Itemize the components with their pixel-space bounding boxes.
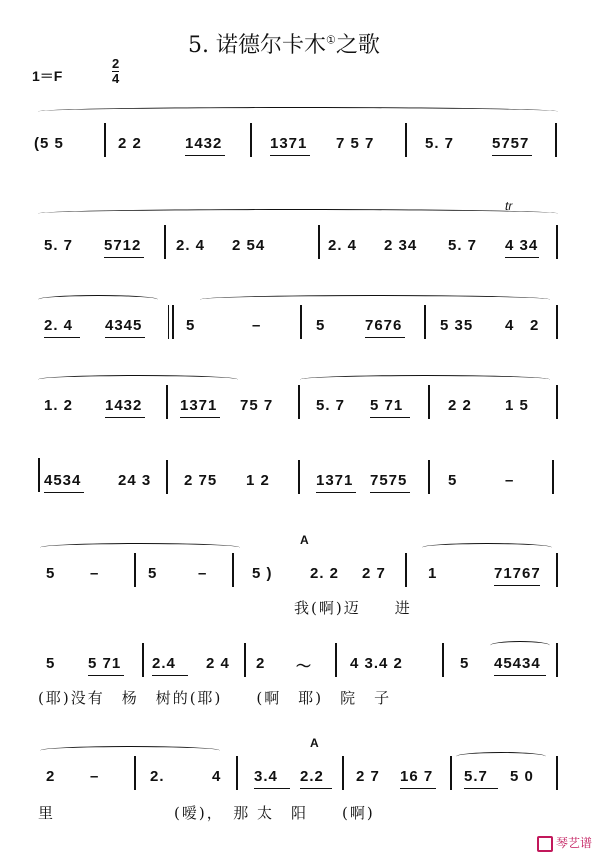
note-group: 1371 <box>270 135 308 152</box>
note-group: 2. <box>150 768 165 785</box>
note-group: 2 75 <box>184 472 218 489</box>
note-group: 2. 4 <box>176 237 206 254</box>
note-group: 5. 7 <box>448 237 478 254</box>
note-group: 24 3 <box>118 472 152 489</box>
meter-bottom: 4 <box>112 71 120 86</box>
note-group: 75 7 <box>240 397 274 414</box>
note-group: 1 <box>428 565 438 582</box>
note-group: 1432 <box>185 135 223 152</box>
time-signature <box>112 58 119 85</box>
note-group: 5712 <box>104 237 142 254</box>
note-group: 5.7 <box>464 768 488 785</box>
note-group: 2 2 <box>118 135 142 152</box>
note-group: 5 0 <box>510 768 534 785</box>
note-group: 5 <box>46 655 56 672</box>
key-signature: 1＝F <box>32 68 63 84</box>
note-group: 2 54 <box>232 237 266 254</box>
note-group: 2 7 <box>356 768 380 785</box>
note-group: 2 <box>46 768 56 785</box>
note-group: 1 5 <box>505 397 529 414</box>
title-number: 5. <box>188 33 209 58</box>
note-group: 2. 4 <box>328 237 358 254</box>
note-group: 5. 7 <box>425 135 455 152</box>
note-group: 4 34 <box>505 237 539 254</box>
title-suffix: 之歌 <box>335 33 380 58</box>
trill-mark: tr <box>505 199 513 213</box>
meter-top: 2 <box>112 56 120 71</box>
note-group: 5757 <box>492 135 530 152</box>
note-group: 5. 7 <box>316 397 346 414</box>
note-group: 2 <box>530 317 540 334</box>
note-group: 16 7 <box>400 768 434 785</box>
note-group: 1371 <box>180 397 218 414</box>
note-group: 5 35 <box>440 317 474 334</box>
lyrics-line-3: 里 (嗳)， 那 太 阳 (啊) <box>38 804 375 822</box>
note-group: 5 <box>148 565 158 582</box>
note-group: 2 4 <box>206 655 230 672</box>
note-group: 2.2 <box>300 768 324 785</box>
note-group: 2. 4 <box>44 317 74 334</box>
note-group: 5 71 <box>88 655 122 672</box>
note-group: – <box>505 472 515 489</box>
title-footnote: ① <box>326 33 336 47</box>
score-row-4 <box>0 397 600 457</box>
note-group: ～ <box>296 658 313 675</box>
note-group: 1371 <box>316 472 354 489</box>
note-group: 2. 2 <box>310 565 340 582</box>
note-group: 7575 <box>370 472 408 489</box>
note-group: 1432 <box>105 397 143 414</box>
logo-icon <box>537 836 553 852</box>
section-mark: A <box>300 533 309 547</box>
note-group: (5 5 <box>34 135 64 152</box>
score-row-6 <box>0 533 600 625</box>
note-group: 5. 7 <box>44 237 74 254</box>
section-mark: A <box>310 736 319 750</box>
site-watermark <box>537 834 592 852</box>
watermark-text: 琴艺谱 <box>555 836 592 851</box>
note-group: 2 <box>256 655 266 672</box>
note-group: 1 2 <box>246 472 270 489</box>
title-name: 诺德尔卡木 <box>216 33 327 58</box>
lyrics-line-2: (耶)没有 杨 树的(耶) (啊 耶) 院 子 <box>38 689 392 707</box>
note-group: 5 <box>460 655 470 672</box>
note-group: 4534 <box>44 472 82 489</box>
note-group: 5 <box>186 317 196 334</box>
note-group: 4345 <box>105 317 143 334</box>
score-row-2 <box>0 199 600 297</box>
note-group: – <box>252 317 262 334</box>
note-group: 5 <box>46 565 56 582</box>
note-group: 5 <box>316 317 326 334</box>
score-row-7 <box>0 655 600 715</box>
note-group: 7676 <box>365 317 403 334</box>
score-row-8 <box>0 736 600 828</box>
note-group: 4 <box>212 768 222 785</box>
score-row-3 <box>0 317 600 377</box>
note-group: 5 ) <box>252 565 273 582</box>
note-group: 1. 2 <box>44 397 74 414</box>
score-row-5 <box>0 472 600 532</box>
note-group: 2 7 <box>362 565 386 582</box>
note-group: 71767 <box>494 565 541 582</box>
note-group: 5 <box>448 472 458 489</box>
note-group: 2.4 <box>152 655 176 672</box>
score-row-1 <box>0 135 600 195</box>
note-group: 5 71 <box>370 397 404 414</box>
note-group: 45434 <box>494 655 541 672</box>
note-group: 2 34 <box>384 237 418 254</box>
note-group: – <box>198 565 208 582</box>
note-group: – <box>90 565 100 582</box>
song-title <box>188 28 380 59</box>
note-group: 4 3.4 2 <box>350 655 403 672</box>
note-group: 2 2 <box>448 397 472 414</box>
note-group: 3.4 <box>254 768 278 785</box>
lyrics-line-1: 我(啊)迈 进 <box>294 599 412 617</box>
note-group: 7 5 7 <box>336 135 375 152</box>
note-group: – <box>90 768 100 785</box>
note-group: 4 <box>505 317 515 334</box>
